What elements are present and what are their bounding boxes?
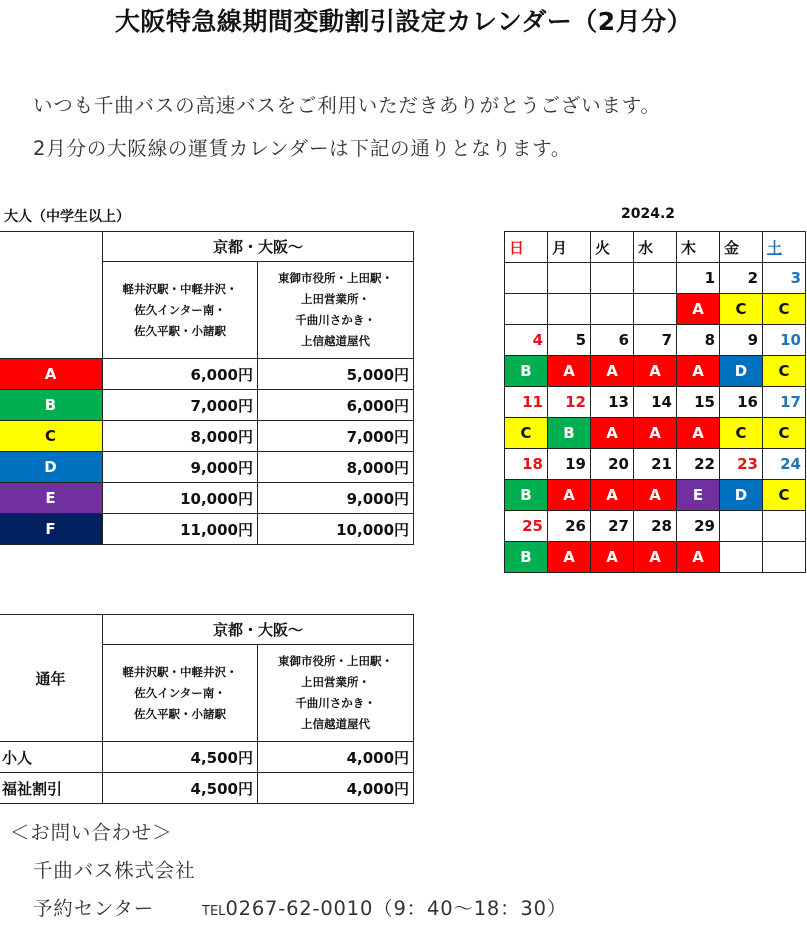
calendar-fare-row [505,356,806,387]
fare-code-cell: A [634,480,677,511]
calendar-date: 8 [677,325,720,356]
yearround-fare-table [0,614,414,804]
fare-code-cell: A [548,542,591,573]
fare-code: A [0,359,103,390]
fare-code-cell: A [548,480,591,511]
price-cell: 8,000円 [258,452,414,483]
contact-heading: ＜お問い合わせ＞ [10,821,173,844]
price-cell: 4,500円 [103,773,258,804]
fare-code-cell: B [505,356,548,387]
center-label: 予約センター [33,897,155,920]
weekday-header: 月 [548,232,591,263]
fare-code-cell: C [720,294,763,325]
fare-code: D [0,452,103,483]
route-header: 京都・大阪〜 [103,615,414,645]
fare-code-cell: A [634,356,677,387]
price-cell: 7,000円 [258,421,414,452]
intro-line-1: いつも千曲バスの高速バスをご利用いただきありがとうございます。 [33,94,661,117]
page-title: 大阪特急線期間変動割引設定カレンダー（2月分） [114,7,693,36]
fare-code-cell: A [591,542,634,573]
fare-code-cell: C [763,480,806,511]
fare-code-cell: A [677,418,720,449]
calendar-date: 13 [591,387,634,418]
price-cell: 9,000円 [258,483,414,514]
calendar-date: 10 [763,325,806,356]
calendar-empty-cell [720,542,763,573]
price-cell: 4,000円 [258,773,414,804]
fare-code-cell: C [763,418,806,449]
calendar-date: 1 [677,263,720,294]
fare-code-cell: A [677,356,720,387]
fare-code-cell: C [720,418,763,449]
price-cell: 4,000円 [258,742,414,773]
calendar-date-row [505,511,806,542]
calendar-empty-cell [720,511,763,542]
fare-code-cell: A [634,542,677,573]
calendar-fare-row [505,542,806,573]
calendar-empty-cell [634,263,677,294]
stops-group-b: 東御市役所・上田駅・ 上田営業所・ 千曲川さかき・ 上信越道屋代 [258,645,414,742]
calendar-date: 18 [505,449,548,480]
calendar-caption: 2024.2 [620,206,676,222]
calendar-date: 16 [720,387,763,418]
price-cell: 9,000円 [103,452,258,483]
adult-section-label: 大人（中学生以上） [4,209,130,225]
fare-code-cell: C [505,418,548,449]
calendar-date: 17 [763,387,806,418]
fare-code-cell: A [634,418,677,449]
weekday-header: 木 [677,232,720,263]
calendar-fare-row [505,480,806,511]
calendar-date: 26 [548,511,591,542]
fare-row-f [0,514,414,545]
calendar-date: 14 [634,387,677,418]
fare-code: C [0,421,103,452]
yearround-label: 通年 [0,615,103,742]
company-name: 千曲バス株式会社 [33,859,196,882]
price-cell: 4,500円 [103,742,258,773]
weekday-header: 日 [505,232,548,263]
fare-code-cell: E [677,480,720,511]
fare-code-cell: C [763,294,806,325]
fare-code-cell: A [591,418,634,449]
row-label: 小人 [0,742,103,773]
price-cell: 6,000円 [258,390,414,421]
calendar-date-row [505,387,806,418]
calendar-date: 5 [548,325,591,356]
fare-calendar [504,231,806,573]
calendar-date: 20 [591,449,634,480]
calendar-empty-cell [634,294,677,325]
fare-row-e [0,483,414,514]
price-cell: 10,000円 [258,514,414,545]
adult-fare-table [0,231,414,545]
weekday-header-row [505,232,806,263]
calendar-date: 9 [720,325,763,356]
calendar-date: 3 [763,263,806,294]
stops-group-a: 軽井沢駅・中軽井沢・ 佐久インター南・ 佐久平駅・小諸駅 [103,645,258,742]
calendar-empty-cell [548,263,591,294]
fare-code: F [0,514,103,545]
calendar-date-row [505,449,806,480]
calendar-date: 19 [548,449,591,480]
calendar-empty-cell [548,294,591,325]
calendar-empty-cell [505,263,548,294]
fare-code-cell: D [720,356,763,387]
row-label: 福祉割引 [0,773,103,804]
calendar-date: 15 [677,387,720,418]
fare-code-cell: D [720,480,763,511]
fare-row-d [0,452,414,483]
calendar-date: 2 [720,263,763,294]
fare-code-cell: A [591,480,634,511]
weekday-header: 火 [591,232,634,263]
fare-code: B [0,390,103,421]
calendar-date: 23 [720,449,763,480]
fare-code-cell: B [548,418,591,449]
calendar-empty-cell [591,263,634,294]
weekday-header: 水 [634,232,677,263]
calendar-fare-row [505,294,806,325]
fare-code-cell: A [677,542,720,573]
calendar-date: 4 [505,325,548,356]
calendar-date-row [505,325,806,356]
price-cell: 6,000円 [103,359,258,390]
route-header: 京都・大阪〜 [103,232,414,262]
fare-code-cell: B [505,480,548,511]
calendar-empty-cell [763,511,806,542]
fare-code-cell: A [591,356,634,387]
calendar-date: 29 [677,511,720,542]
fare-row-a [0,359,414,390]
fare-code-cell: A [677,294,720,325]
calendar-date: 25 [505,511,548,542]
stops-group-a: 軽井沢駅・中軽井沢・ 佐久インター南・ 佐久平駅・小諸駅 [103,262,258,359]
fare-code-cell: C [763,356,806,387]
price-cell: 8,000円 [103,421,258,452]
welfare-fare-row [0,773,414,804]
intro-line-2: 2月分の大阪線の運賃カレンダーは下記の通りとなります。 [33,137,572,160]
calendar-date: 11 [505,387,548,418]
tel-number: 0267-62-0010（9：40〜18：30） [225,897,568,920]
calendar-date-row [505,263,806,294]
price-cell: 11,000円 [103,514,258,545]
calendar-date: 6 [591,325,634,356]
price-cell: 5,000円 [258,359,414,390]
fare-row-c [0,421,414,452]
price-cell: 10,000円 [103,483,258,514]
table-corner [0,232,103,359]
calendar-empty-cell [505,294,548,325]
calendar-empty-cell [763,542,806,573]
calendar-fare-row [505,418,806,449]
calendar-date: 24 [763,449,806,480]
calendar-date: 12 [548,387,591,418]
calendar-empty-cell [591,294,634,325]
calendar-date: 22 [677,449,720,480]
calendar-date: 27 [591,511,634,542]
weekday-header: 土 [763,232,806,263]
price-cell: 7,000円 [103,390,258,421]
calendar-date: 21 [634,449,677,480]
reservation-center [33,893,567,921]
stops-group-b: 東御市役所・上田駅・ 上田営業所・ 千曲川さかき・ 上信越道屋代 [258,262,414,359]
fare-code: E [0,483,103,514]
fare-row-b [0,390,414,421]
child-fare-row [0,742,414,773]
tel-mark: TEL [202,904,226,919]
fare-code-cell: B [505,542,548,573]
weekday-header: 金 [720,232,763,263]
fare-code-cell: A [548,356,591,387]
calendar-date: 7 [634,325,677,356]
calendar-date: 28 [634,511,677,542]
